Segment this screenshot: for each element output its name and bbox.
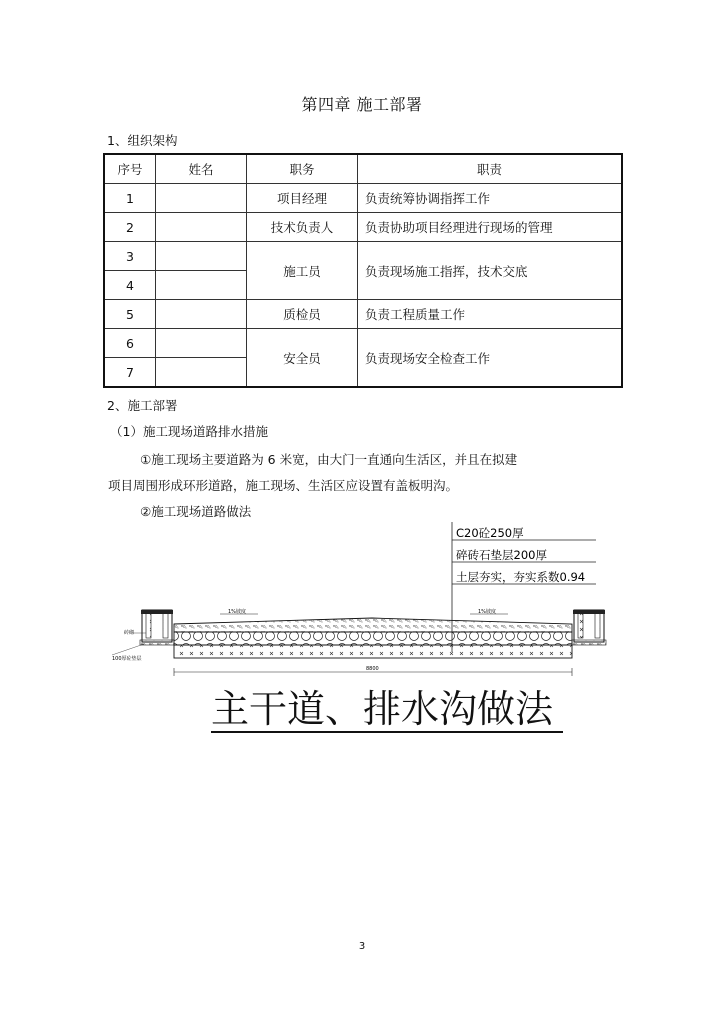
table-row bbox=[104, 329, 622, 358]
drawing-caption: 主干道、排水沟做法 bbox=[211, 687, 554, 731]
page-number: 3 bbox=[358, 941, 366, 952]
table-header-row bbox=[104, 154, 622, 184]
cell-role: 质检员 bbox=[247, 300, 358, 329]
layer-label: 碎砖石垫层200厚 bbox=[456, 548, 547, 562]
layer-label: 土层夯实，夯实系数0.94 bbox=[456, 570, 586, 584]
header-name: 姓名 bbox=[156, 154, 247, 184]
page-title: 第四章 施工部署 bbox=[301, 95, 423, 114]
cell-num: 6 bbox=[104, 329, 156, 358]
cell-num: 3 bbox=[104, 242, 156, 271]
slope-label-left: 1%坡度 bbox=[228, 609, 246, 615]
section-org-structure: 1、组织架构 bbox=[107, 133, 178, 148]
cell-num: 1 bbox=[104, 184, 156, 213]
cell-name bbox=[156, 300, 247, 329]
cell-num: 2 bbox=[104, 213, 156, 242]
cell-role: 项目经理 bbox=[247, 184, 358, 213]
cell-name bbox=[156, 358, 247, 388]
cell-duty: 负责协助项目经理进行现场的管理 bbox=[358, 213, 623, 242]
cell-num: 4 bbox=[104, 271, 156, 300]
road-section bbox=[174, 618, 572, 658]
org-table bbox=[103, 153, 623, 388]
table-row bbox=[104, 300, 622, 329]
cell-duty: 负责工程质量工作 bbox=[358, 300, 623, 329]
cell-duty: 负责统筹协调指挥工作 bbox=[358, 184, 623, 213]
left-drain bbox=[140, 610, 174, 645]
paragraph-line-2: 项目周围形成环形道路，施工现场、生活区应设置有盖板明沟。 bbox=[108, 478, 459, 493]
section-construction-deployment: 2、施工部署 bbox=[107, 398, 178, 413]
cell-num: 5 bbox=[104, 300, 156, 329]
paragraph-line-1: ①施工现场主要道路为 6 米宽，由大门一直通向生活区，并且在拟建 bbox=[140, 452, 518, 467]
table-row bbox=[104, 213, 622, 242]
cell-name bbox=[156, 242, 247, 271]
cell-duty: 负责现场安全检查工作 bbox=[358, 329, 623, 388]
cell-name bbox=[156, 271, 247, 300]
label-brick: 砖砌 bbox=[124, 630, 135, 636]
dimension-line bbox=[174, 666, 572, 676]
cell-num: 7 bbox=[104, 358, 156, 388]
slope-label-right: 1%坡度 bbox=[478, 609, 496, 615]
road-drain-drawing bbox=[108, 522, 616, 737]
item-road-method: ②施工现场道路做法 bbox=[140, 504, 252, 519]
header-num: 序号 bbox=[104, 154, 156, 184]
cell-role: 施工员 bbox=[247, 242, 358, 300]
cell-name bbox=[156, 213, 247, 242]
header-duty: 职责 bbox=[358, 154, 623, 184]
cell-name bbox=[156, 329, 247, 358]
cell-role: 技术负责人 bbox=[247, 213, 358, 242]
layer-label: C20砼250厚 bbox=[456, 526, 524, 540]
subsection-drainage: （1）施工现场道路排水措施 bbox=[110, 424, 268, 439]
header-role: 职务 bbox=[247, 154, 358, 184]
cell-name bbox=[156, 184, 247, 213]
cell-duty: 负责现场施工指挥，技术交底 bbox=[358, 242, 623, 300]
table-row bbox=[104, 242, 622, 271]
table-row bbox=[104, 184, 622, 213]
cell-role: 安全员 bbox=[247, 329, 358, 388]
label-base: 100厚砼垫层 bbox=[112, 656, 142, 662]
dimension-label: 8800 bbox=[366, 666, 379, 672]
right-drain bbox=[572, 610, 606, 645]
